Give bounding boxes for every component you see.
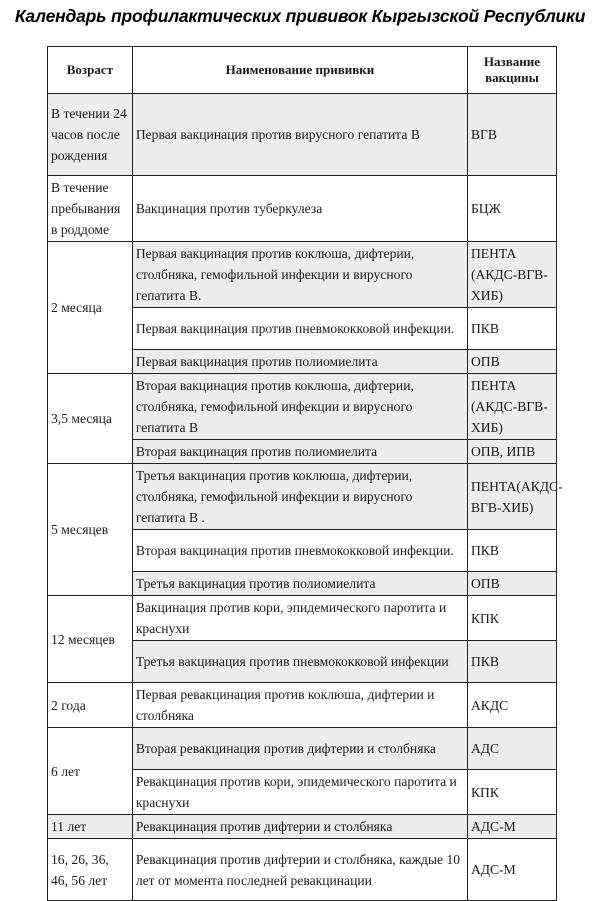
- vaccine-cell: ПЕНТА(АКДС-ВГВ-ХИБ): [467, 464, 556, 530]
- vaccine-cell: ВГВ: [467, 94, 556, 176]
- vaccination-name-cell: Вторая вакцинация против коклюша, дифтерии, столбняка, гемофильной инфекции и вирусного гепатита В: [132, 374, 467, 440]
- vaccine-cell: КПК: [467, 770, 556, 815]
- vaccination-name-cell: Вторая ревакцинация против дифтерии и столбняка: [132, 728, 467, 770]
- table-row: [48, 242, 557, 308]
- vaccination-name-cell: Первая вакцинация против вирусного гепатита В: [132, 94, 467, 176]
- vaccination-name-cell: Ревакцинация против дифтерии и столбняка: [132, 815, 467, 839]
- vaccination-name-cell: Третья вакцинация против полиомиелита: [132, 572, 467, 596]
- table-row: [48, 815, 557, 839]
- vaccine-cell: ОПВ: [467, 350, 556, 374]
- vaccine-cell: КПК: [467, 596, 556, 641]
- age-cell: 16, 26, 36, 46, 56 лет: [48, 839, 133, 901]
- age-cell: 2 месяца: [48, 242, 133, 374]
- vaccination-name-cell: Первая вакцинация против полиомиелита: [132, 350, 467, 374]
- vaccination-name-cell: Первая вакцинация против пневмококковой инфекции.: [132, 308, 467, 350]
- table-row: [48, 176, 557, 242]
- vaccine-cell: ПЕНТА (АКДС-ВГВ-ХИБ): [467, 374, 556, 440]
- vaccine-cell: ОПВ, ИПВ: [467, 440, 556, 464]
- age-cell: В течение пребывания в роддоме: [48, 176, 133, 242]
- vaccine-cell: ПКВ: [467, 530, 556, 572]
- table-row: [48, 728, 557, 770]
- vaccination-name-cell: Первая ревакцинация против коклюша, дифтерии и столбняка: [132, 683, 467, 728]
- age-cell: 5 месяцев: [48, 464, 133, 596]
- vaccination-name-cell: Вторая вакцинация против пневмококковой инфекции.: [132, 530, 467, 572]
- vaccination-name-cell: Первая вакцинация против коклюша, дифтерии, столбняка, гемофильной инфекции и вирусного гепатита В.: [132, 242, 467, 308]
- age-cell: 11 лет: [48, 815, 133, 839]
- vaccination-name-cell: Третья вакцинация против коклюша, дифтерии, столбняка, гемофильной инфекции и вирусного гепатита В .: [132, 464, 467, 530]
- table-row: [48, 94, 557, 176]
- vaccination-name-cell: Вакцинация против кори, эпидемического паротита и краснухи: [132, 596, 467, 641]
- vaccination-calendar-table: [47, 46, 563, 901]
- document-title: Календарь профилактических прививок Кыргызской Республики: [14, 6, 586, 26]
- age-cell: 12 месяцев: [48, 596, 133, 683]
- vaccination-name-cell: Ревакцинация против кори, эпидемического паротита и краснухи: [132, 770, 467, 815]
- vaccine-cell: ПЕНТА (АКДС-ВГВ-ХИБ): [467, 242, 556, 308]
- vaccination-name-cell: Вторая вакцинация против полиомиелита: [132, 440, 467, 464]
- table-header-row: [48, 47, 557, 94]
- table-row: [48, 683, 557, 728]
- table-row: [48, 464, 557, 530]
- age-cell: 2 года: [48, 683, 133, 728]
- vaccine-cell: ПКВ: [467, 641, 556, 683]
- vaccine-cell: ОПВ: [467, 572, 556, 596]
- vaccine-cell: АДС-М: [467, 839, 556, 901]
- header-age: Возраст: [48, 47, 133, 94]
- table-row: [48, 596, 557, 641]
- vaccination-name-cell: Вакцинация против туберкулеза: [132, 176, 467, 242]
- table-row: [48, 374, 557, 440]
- vaccination-name-cell: Ревакцинация против дифтерии и столбняка, каждые 10 лет от момента последней ревакцинации: [132, 839, 467, 901]
- vaccine-cell: ПКВ: [467, 308, 556, 350]
- age-cell: В течении 24 часов после рождения: [48, 94, 133, 176]
- age-cell: 3,5 месяца: [48, 374, 133, 464]
- vaccine-cell: АКДС: [467, 683, 556, 728]
- header-name: Наименование прививки: [132, 47, 467, 94]
- age-cell: 6 лет: [48, 728, 133, 815]
- table-row: [48, 839, 557, 901]
- vaccine-cell: БЦЖ: [467, 176, 556, 242]
- header-vaccine: Название вакцины: [467, 47, 556, 94]
- vaccine-cell: АДС-М: [467, 815, 556, 839]
- vaccination-name-cell: Третья вакцинация против пневмококковой инфекции: [132, 641, 467, 683]
- vaccine-cell: АДС: [467, 728, 556, 770]
